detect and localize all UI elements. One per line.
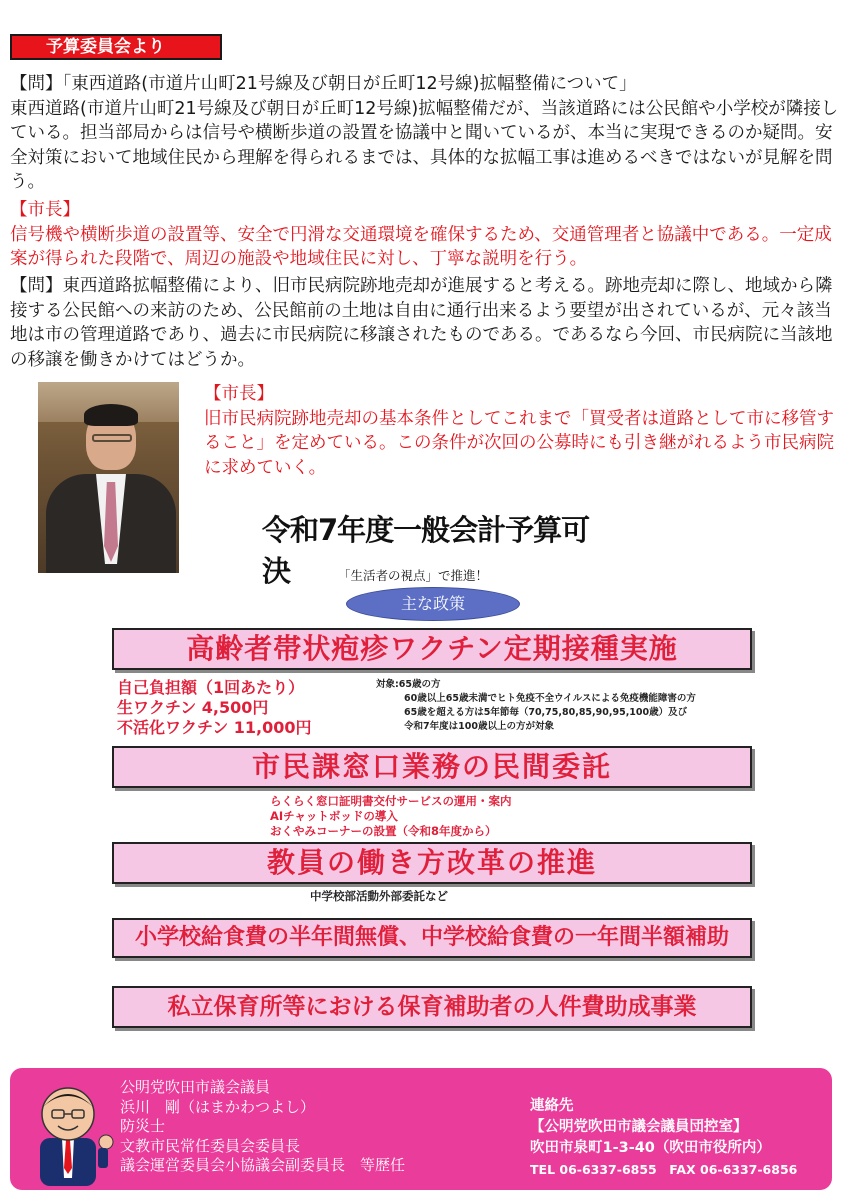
question-1	[10, 72, 840, 195]
policy-nursery-subsidy: 私立保育所等における保育補助者の人件費助成事業	[112, 986, 752, 1028]
vaccine-target-label: 対象:65歳の方	[376, 679, 441, 690]
policy-teacher-reform: 教員の働き方改革の推進	[112, 842, 752, 884]
mayor-answer-2-body: 旧市民病院跡地売却の基本条件としてこれまで「買受者は道路として市に移管すること」を定めている。この条件が次回の公募時にも引き継がれるよう市民病院に求めていく。	[204, 408, 834, 478]
mayor-answer-1-label: 【市長】	[10, 200, 80, 220]
policy-label: 主な政策	[346, 587, 520, 621]
list-item: おくやみコーナーの設置（令和8年度から）	[270, 824, 497, 838]
policy-school-lunch: 小学校給食費の半年間無償、中学校給食費の一年間半額補助	[112, 918, 752, 958]
vaccine-target-line: 令和7年度は100歳以上の方が対象	[404, 721, 554, 732]
member-name: 浜川 剛（はまかわつよし）	[120, 1097, 316, 1116]
vaccine-target	[376, 678, 696, 734]
vaccine-target-line: 60歳以上65歳未満でヒト免疫不全ウイルスによる免疫機能障害の方	[404, 693, 696, 704]
footer	[10, 1068, 832, 1190]
mayor-answer-2-label: 【市長】	[204, 384, 274, 404]
vaccine-target-line: 65歳を超える方は5年節毎（70,75,80,85,90,95,100歳）及び	[404, 707, 688, 718]
mayor-answer-1-body: 信号機や横断歩道の設置等、安全で円滑な交通環境を確保するため、交通管理者と協議中である。一定成案が得られた段階で、周辺の施設や地域住民に対し、丁寧な説明を行う。	[10, 224, 832, 269]
contact-info	[530, 1096, 797, 1180]
question-2	[10, 274, 840, 372]
teacher-reform-note: 中学校部活動外部委託など	[310, 889, 448, 903]
member-line: 議会運営委員会小協議会副委員長 等歴任	[120, 1156, 406, 1174]
window-outsourcing-items	[270, 794, 512, 839]
vaccine-cost-inactivated: 不活化ワクチン 11,000円	[117, 718, 312, 737]
question-1-body: 東西道路(市道片山町21号線及び朝日が丘町12号線)拡幅整備だが、当該道路には公民館や小学校が隣接している。担当部局からは信号や横断歩道の設置を協議中と聞いているが、本当に実現できるのか疑問。安全対策において地域住民から理解を得られるまでは、具体的な拡幅工事は進めるべきではないが見解を問う。	[10, 98, 839, 192]
councilor-cartoon-icon	[22, 1078, 114, 1186]
contact-label: 連絡先	[530, 1098, 574, 1114]
member-line: 公明党吹田市議会議員	[120, 1078, 271, 1096]
member-line: 防災士	[120, 1117, 166, 1135]
mayor-answer-1	[10, 198, 840, 272]
member-line: 文教市民常任委員会委員長	[120, 1136, 301, 1155]
vaccine-cost-live: 生ワクチン 4,500円	[117, 698, 269, 717]
policy-shingles-vaccine: 高齢者帯状疱疹ワクチン定期接種実施	[112, 628, 752, 670]
councilor-photo	[38, 382, 179, 573]
contact-phone: TEL 06-6337-6855 FAX 06-6337-6856	[530, 1162, 798, 1177]
contact-office: 【公明党吹田市議会議員団控室】	[530, 1119, 748, 1135]
list-item: らくらく窓口証明書交付サービスの運用・案内	[270, 794, 512, 808]
section-badge: 予算委員会より	[10, 34, 222, 60]
vaccine-cost-label: 自己負担額（1回あたり）	[117, 678, 305, 697]
member-info	[120, 1078, 405, 1176]
budget-subtitle: 「生活者の視点」で推進！	[338, 568, 489, 583]
question-2-body: 【問】東西道路拡幅整備により、旧市民病院跡地売却が進展すると考える。跡地売却に際し、地域から隣接する公民館への来訪のため、公民館前の土地は自由に通行出来るよう要望が出されているが、元々該当地は市の管理道路であり、過去に市民病院に移譲されたものである。であるなら今回、市民病院に当該地の移譲を働きかけてはどうか。	[10, 276, 833, 370]
contact-address: 吹田市泉町1-3-40（吹田市役所内）	[530, 1140, 771, 1156]
budget-title: 令和7年度一般会計予算可決	[262, 513, 590, 588]
policy-window-outsourcing: 市民課窓口業務の民間委託	[112, 746, 752, 788]
list-item: AIチャットボッドの導入	[270, 809, 398, 823]
vaccine-cost	[117, 678, 312, 738]
question-1-title: 【問】「東西道路(市道片山町21号線及び朝日が丘町12号線)拡幅整備について」	[10, 74, 637, 94]
mayor-answer-2	[204, 382, 834, 480]
